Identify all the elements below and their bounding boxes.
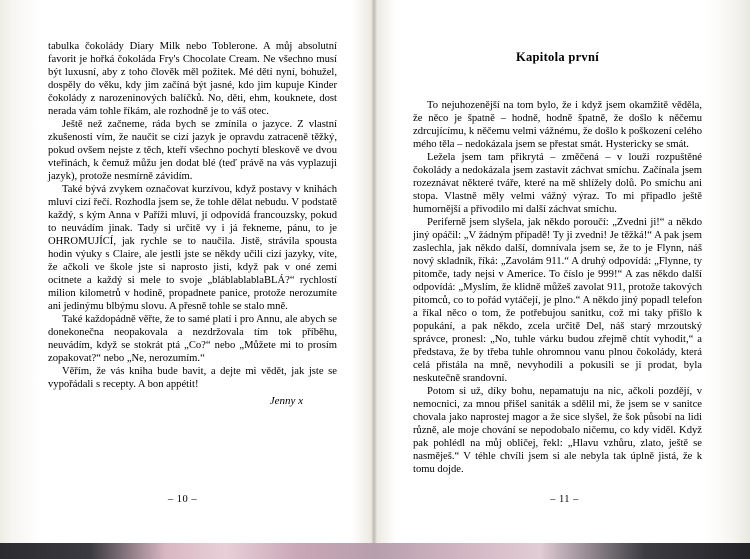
page-number-right-text: – 11 – [550,494,579,505]
author-signature: Jenny x [269,395,303,407]
paragraph: Periferně jsem slyšela, jak někdo poroučí: „Zvedni ji!“ a někdo jiný opáčil: „V žádným případě! Ty ji zvedni! Je těžká!“ A pak jsem zaslechla, jak někdo další, domnívala jsem se, že to je Flynn, náš nový skladník, říká: „Zavolám 911.“ A druhý odpovídá: „Flynne, ty pitomče, tady nejsi v Americe. To číslo je 999!“ A zas někdo další odpovídá: „Myslím, že klidně můžeš zavolat 911, protože takových pitomců, co to pořád vytáčejí, je plno.“ A někdo jiný popadl telefon a říkal něco o tom, že potřebujou sanitku, což mi taky přišlo k popukání, a pak někdo, zcela určitě Del, náš starý mrzoutský správce, pronesl: „No, tuhle várku budou zřejmě chtít vyhodit,“ a představa, že by třeba tuhle ohromnou vanu plnou čokolády, která celá přistála na mně, nevyhodili a pokusili se ji prodat, byla neskutečně srandovní. [413,217,702,384]
paragraph: To nejuhozenější na tom bylo, že i když jsem okamžitě věděla, že něco je špatně – hodně, hodně špatně, že došlo k něčemu zdrcujícímu, k něčemu velmi vážnému, že došlo k poškození celého mého těla – nedokázala jsem se přestat smát. Hystericky se smát. [413,100,702,150]
paragraph: Ležela jsem tam přikrytá – změčená – v louži rozpuštěné čokolády a nedokázala jsem zastavit záchvat smíchu. Začínala jsem rozeznávat některé tváře, které na mě shlížely dolů. Po smíchu ani stopa. Vlastně měly velmi vážný výraz. To mi připadlo ještě humornější a přivodilo mi další záchvat smíchu. [413,152,702,215]
paragraph: Ještě než začneme, ráda bych se zmínila o jazyce. Z vlastní zkušenosti vím, že naučit se cizí jazyk je opravdu zatraceně těžký, pokud ovšem nejste z těch, kteří všechno pochytí bleskově ve dvou vteřinách, k čemuž můžu jen dodat blé (teď právě na vás vyplazuji jazyk), protože nesmírně závidím. [48,119,337,182]
page-right [375,0,750,543]
page-number-right [375,494,750,505]
left-page-body [48,40,337,407]
paragraph: Také každopádně věřte, že to samé platí i pro Annu, ale abych se donekonečna neopakovala a nezdržovala tím tok příběhu, neuvádím, když se stokrát ptá „Co?“ nebo „Můžete mi to prosím zopakovat?“ nebo „Ne, nerozumím.“ [48,314,337,364]
paragraph: tabulka čokolády Diary Milk nebo Toblerone. A můj absolutní favorit je hořká čokoláda Fry's Chocolate Cream. Ne všechno musí být luxusní, aby z toho člověk měl požitek. Mé dětí nyní, bohužel, dospěly do věku, kdy jim začíná být jasné, kdo jim kupuje Kinder čokolády z narozeninových balíčků. No, děti, ehm, kouknete, dost nerada vám tohle říkám, ale rozhodně je to váš otec. [48,41,337,117]
right-page-body [413,99,702,476]
paragraph: Věřím, že vás kniha bude bavit, a dejte mi vědět, jak jste se vypořádali s recepty. A bon appétit! [48,366,337,390]
book-bottom-edge [0,543,750,559]
page-number-left [0,494,375,505]
page-number-left-text: – 10 – [167,494,198,505]
paragraph: Potom si už, díky bohu, nepamatuju na nic, ačkoli pozdějí, v nemocnici, za mnou přišel saniták a sdělil mi, že jsem se v sanitce chovala jako naprostej magor a že sice slyšel, že šok působí na lidi různě, ale moje chování se nepodobalo ničemu, co kdy viděl. Když pak pohlédl na můj obličej, řekl: „Hlavu vzhůru, zlato, ještě se nasměješ.“ V téhle chvíli jsem si ale nebyla tak úplně jistá, že k tomu dojde. [413,386,702,475]
page-left [0,0,375,543]
paragraph: Také bývá zvykem označovat kurzívou, když postavy v knihách mluví cizí řečí. Rozhodla jsem se, že tohle dělat nebudu. V podstatě každý, s kým Anna v Paříži mluví, jí odpovídá francouzsky, pokud to neuvádím jinak. Tady si určitě vy i já řekneme, pánu, to je OHROMUJÍCÍ, jak rychle se to naučila. Jistě, strávila spousta hodin výuky s Claire, ale jestli jste se někdy učili cizí jazyky, víte, že ačkoli ve škole jste si naprosto jisti, když pak v oné zemi ocitnete a každý si mele to svoje „bláblablablaBLÁ?“ rychlostí milion kilometrů v hodině, propadnete panice, protože nerozumíte ani jedinýmu blbýmu slovu. A přesně tohle se stalo mně. [48,184,337,312]
chapter-title: Kapitola první [515,50,600,64]
